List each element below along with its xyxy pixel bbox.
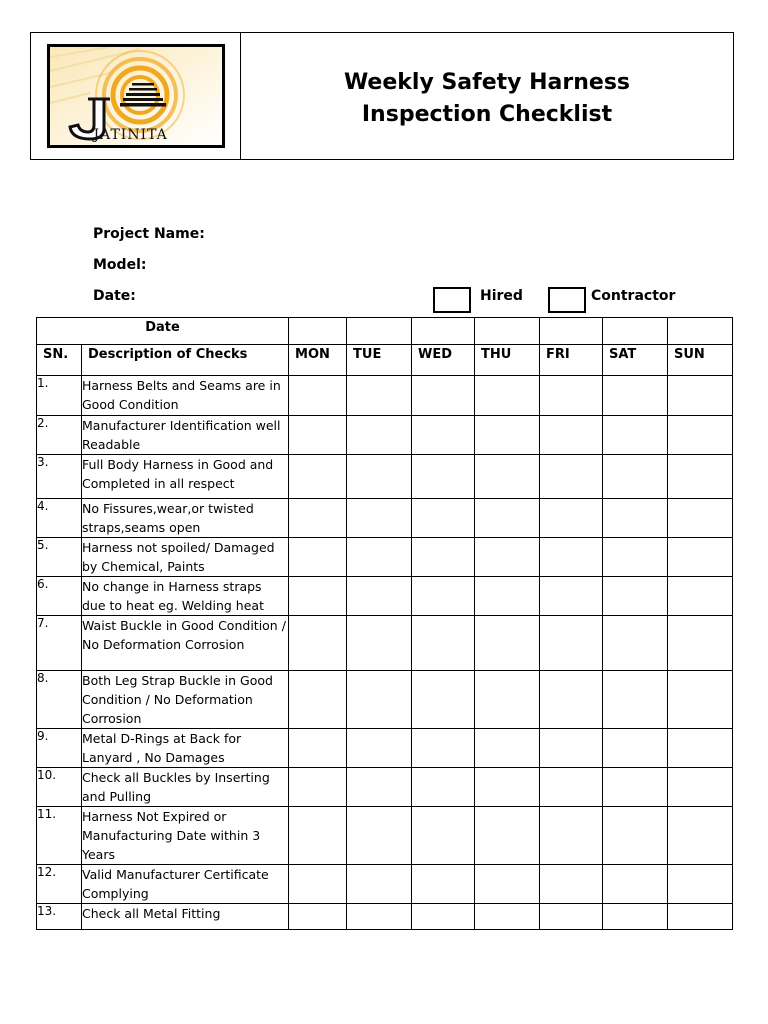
check-cell-fri[interactable] — [540, 538, 603, 577]
table-row — [37, 455, 733, 499]
row-sn: 3. — [37, 455, 82, 499]
table-row — [37, 865, 733, 904]
hired-checkbox[interactable] — [433, 287, 471, 313]
row-description: Both Leg Strap Buckle in Good Condition / No Deformation Corrosion — [82, 671, 289, 729]
col-header-wed: WED — [412, 345, 475, 376]
row-sn: 12. — [37, 865, 82, 904]
check-cell-wed[interactable] — [412, 768, 475, 807]
col-header-sn: SN. — [37, 345, 82, 376]
check-cell-thu[interactable] — [475, 865, 540, 904]
check-cell-sun[interactable] — [668, 865, 733, 904]
check-cell-sat[interactable] — [603, 616, 668, 671]
check-cell-wed[interactable] — [412, 865, 475, 904]
check-cell-tue[interactable] — [347, 577, 412, 616]
check-cell-mon[interactable] — [289, 671, 347, 729]
check-cell-sat[interactable] — [603, 538, 668, 577]
check-cell-thu[interactable] — [475, 416, 540, 455]
date-label: Date: — [93, 288, 136, 304]
date-header-row — [37, 318, 733, 345]
check-cell-fri[interactable] — [540, 671, 603, 729]
table-row — [37, 671, 733, 729]
date-cell-fri[interactable] — [540, 318, 603, 345]
title-cell — [241, 33, 733, 159]
date-cell-tue[interactable] — [347, 318, 412, 345]
check-cell-thu[interactable] — [475, 455, 540, 499]
check-cell-fri[interactable] — [540, 616, 603, 671]
check-cell-wed[interactable] — [412, 455, 475, 499]
check-cell-wed[interactable] — [412, 577, 475, 616]
check-cell-thu[interactable] — [475, 807, 540, 865]
row-description: Waist Buckle in Good Condition / No Deformation Corrosion — [82, 616, 289, 671]
date-cell-thu[interactable] — [475, 318, 540, 345]
check-cell-fri[interactable] — [540, 904, 603, 930]
check-cell-sun[interactable] — [668, 904, 733, 930]
check-cell-sun[interactable] — [668, 376, 733, 416]
check-cell-mon[interactable] — [289, 865, 347, 904]
col-header-sun: SUN — [668, 345, 733, 376]
check-cell-tue[interactable] — [347, 768, 412, 807]
check-cell-tue[interactable] — [347, 416, 412, 455]
check-cell-thu[interactable] — [475, 671, 540, 729]
check-cell-sun[interactable] — [668, 616, 733, 671]
check-cell-fri[interactable] — [540, 577, 603, 616]
table-row — [37, 729, 733, 768]
project-name-label: Project Name: — [93, 226, 205, 242]
date-header: Date — [37, 318, 289, 345]
check-cell-sat[interactable] — [603, 768, 668, 807]
check-cell-sun[interactable] — [668, 807, 733, 865]
check-cell-sun[interactable] — [668, 671, 733, 729]
check-cell-wed[interactable] — [412, 904, 475, 930]
check-cell-thu[interactable] — [475, 768, 540, 807]
row-description: Metal D-Rings at Back for Lanyard , No Damages — [82, 729, 289, 768]
row-sn: 13. — [37, 904, 82, 930]
col-header-mon: MON — [289, 345, 347, 376]
check-cell-thu[interactable] — [475, 577, 540, 616]
check-cell-sat[interactable] — [603, 807, 668, 865]
hired-label: Hired — [480, 288, 523, 304]
check-cell-mon[interactable] — [289, 577, 347, 616]
contractor-checkbox[interactable] — [548, 287, 586, 313]
check-cell-sat[interactable] — [603, 904, 668, 930]
table-row — [37, 616, 733, 671]
check-cell-mon[interactable] — [289, 538, 347, 577]
row-description: Manufacturer Identification well Readable — [82, 416, 289, 455]
row-sn: 9. — [37, 729, 82, 768]
check-cell-mon[interactable] — [289, 768, 347, 807]
check-cell-tue[interactable] — [347, 865, 412, 904]
date-cell-mon[interactable] — [289, 318, 347, 345]
check-cell-fri[interactable] — [540, 376, 603, 416]
table-row — [37, 499, 733, 538]
check-cell-mon[interactable] — [289, 455, 347, 499]
company-logo — [47, 44, 225, 148]
check-cell-wed[interactable] — [412, 538, 475, 577]
row-description: Harness Belts and Seams are in Good Condition — [82, 376, 289, 416]
date-cell-wed[interactable] — [412, 318, 475, 345]
col-header-sat: SAT — [603, 345, 668, 376]
check-cell-sat[interactable] — [603, 729, 668, 768]
row-sn: 6. — [37, 577, 82, 616]
check-cell-tue[interactable] — [347, 499, 412, 538]
check-cell-sat[interactable] — [603, 577, 668, 616]
check-cell-tue[interactable] — [347, 538, 412, 577]
document-title: Weekly Safety Harness Inspection Checklist — [343, 70, 631, 127]
logo-wordmark: JATINITA — [93, 127, 168, 143]
check-cell-sun[interactable] — [668, 416, 733, 455]
row-description: Harness Not Expired or Manufacturing Date within 3 Years — [82, 807, 289, 865]
check-cell-sun[interactable] — [668, 499, 733, 538]
check-cell-mon[interactable] — [289, 376, 347, 416]
row-sn: 11. — [37, 807, 82, 865]
check-cell-wed[interactable] — [412, 729, 475, 768]
col-header-fri: FRI — [540, 345, 603, 376]
date-cell-sun[interactable] — [668, 318, 733, 345]
col-header-description: Description of Checks — [82, 345, 289, 376]
row-description: Harness not spoiled/ Damaged by Chemical, Paints — [82, 538, 289, 577]
check-cell-sun[interactable] — [668, 577, 733, 616]
check-cell-wed[interactable] — [412, 616, 475, 671]
check-cell-thu[interactable] — [475, 376, 540, 416]
table-row — [37, 904, 733, 930]
check-cell-sun[interactable] — [668, 455, 733, 499]
check-cell-thu[interactable] — [475, 904, 540, 930]
row-sn: 10. — [37, 768, 82, 807]
check-cell-tue[interactable] — [347, 671, 412, 729]
row-sn: 2. — [37, 416, 82, 455]
table-row — [37, 807, 733, 865]
check-cell-fri[interactable] — [540, 416, 603, 455]
row-sn: 5. — [37, 538, 82, 577]
row-description: No change in Harness straps due to heat eg. Welding heat — [82, 577, 289, 616]
table-row — [37, 768, 733, 807]
check-cell-sat[interactable] — [603, 455, 668, 499]
check-cell-fri[interactable] — [540, 455, 603, 499]
check-cell-wed[interactable] — [412, 376, 475, 416]
row-description: No Fissures,wear,or twisted straps,seams open — [82, 499, 289, 538]
check-cell-mon[interactable] — [289, 807, 347, 865]
check-cell-sat[interactable] — [603, 376, 668, 416]
check-cell-sat[interactable] — [603, 671, 668, 729]
check-cell-fri[interactable] — [540, 807, 603, 865]
check-cell-tue[interactable] — [347, 904, 412, 930]
table-row — [37, 538, 733, 577]
check-cell-sun[interactable] — [668, 768, 733, 807]
check-cell-sun[interactable] — [668, 538, 733, 577]
check-cell-tue[interactable] — [347, 729, 412, 768]
check-cell-wed[interactable] — [412, 416, 475, 455]
check-cell-wed[interactable] — [412, 499, 475, 538]
date-cell-sat[interactable] — [603, 318, 668, 345]
inspection-checklist-table — [36, 317, 733, 930]
row-description: Check all Buckles by Inserting and Pulling — [82, 768, 289, 807]
row-sn: 4. — [37, 499, 82, 538]
check-cell-sat[interactable] — [603, 499, 668, 538]
check-cell-sat[interactable] — [603, 865, 668, 904]
row-description: Check all Metal Fitting — [82, 904, 289, 930]
table-row — [37, 376, 733, 416]
col-header-tue: TUE — [347, 345, 412, 376]
row-sn: 1. — [37, 376, 82, 416]
check-cell-fri[interactable] — [540, 499, 603, 538]
contractor-label: Contractor — [591, 288, 676, 304]
row-description: Full Body Harness in Good and Completed in all respect — [82, 455, 289, 499]
check-cell-mon[interactable] — [289, 729, 347, 768]
model-label: Model: — [93, 257, 147, 273]
logo-cell — [31, 33, 241, 159]
row-description: Valid Manufacturer Certificate Complying — [82, 865, 289, 904]
check-cell-fri[interactable] — [540, 768, 603, 807]
check-cell-thu[interactable] — [475, 616, 540, 671]
check-cell-tue[interactable] — [347, 376, 412, 416]
check-cell-tue[interactable] — [347, 616, 412, 671]
row-sn: 8. — [37, 671, 82, 729]
check-cell-fri[interactable] — [540, 865, 603, 904]
check-cell-sat[interactable] — [603, 416, 668, 455]
check-cell-thu[interactable] — [475, 538, 540, 577]
check-cell-thu[interactable] — [475, 729, 540, 768]
checklist-rows — [37, 376, 733, 930]
table-row — [37, 416, 733, 455]
col-header-thu: THU — [475, 345, 540, 376]
check-cell-mon[interactable] — [289, 904, 347, 930]
check-cell-fri[interactable] — [540, 729, 603, 768]
document-header — [30, 32, 734, 160]
check-cell-thu[interactable] — [475, 499, 540, 538]
check-cell-mon[interactable] — [289, 499, 347, 538]
check-cell-mon[interactable] — [289, 416, 347, 455]
check-cell-wed[interactable] — [412, 671, 475, 729]
check-cell-sun[interactable] — [668, 729, 733, 768]
check-cell-mon[interactable] — [289, 616, 347, 671]
check-cell-tue[interactable] — [347, 807, 412, 865]
check-cell-wed[interactable] — [412, 807, 475, 865]
table-row — [37, 577, 733, 616]
row-sn: 7. — [37, 616, 82, 671]
check-cell-tue[interactable] — [347, 455, 412, 499]
column-header-row — [37, 345, 733, 376]
